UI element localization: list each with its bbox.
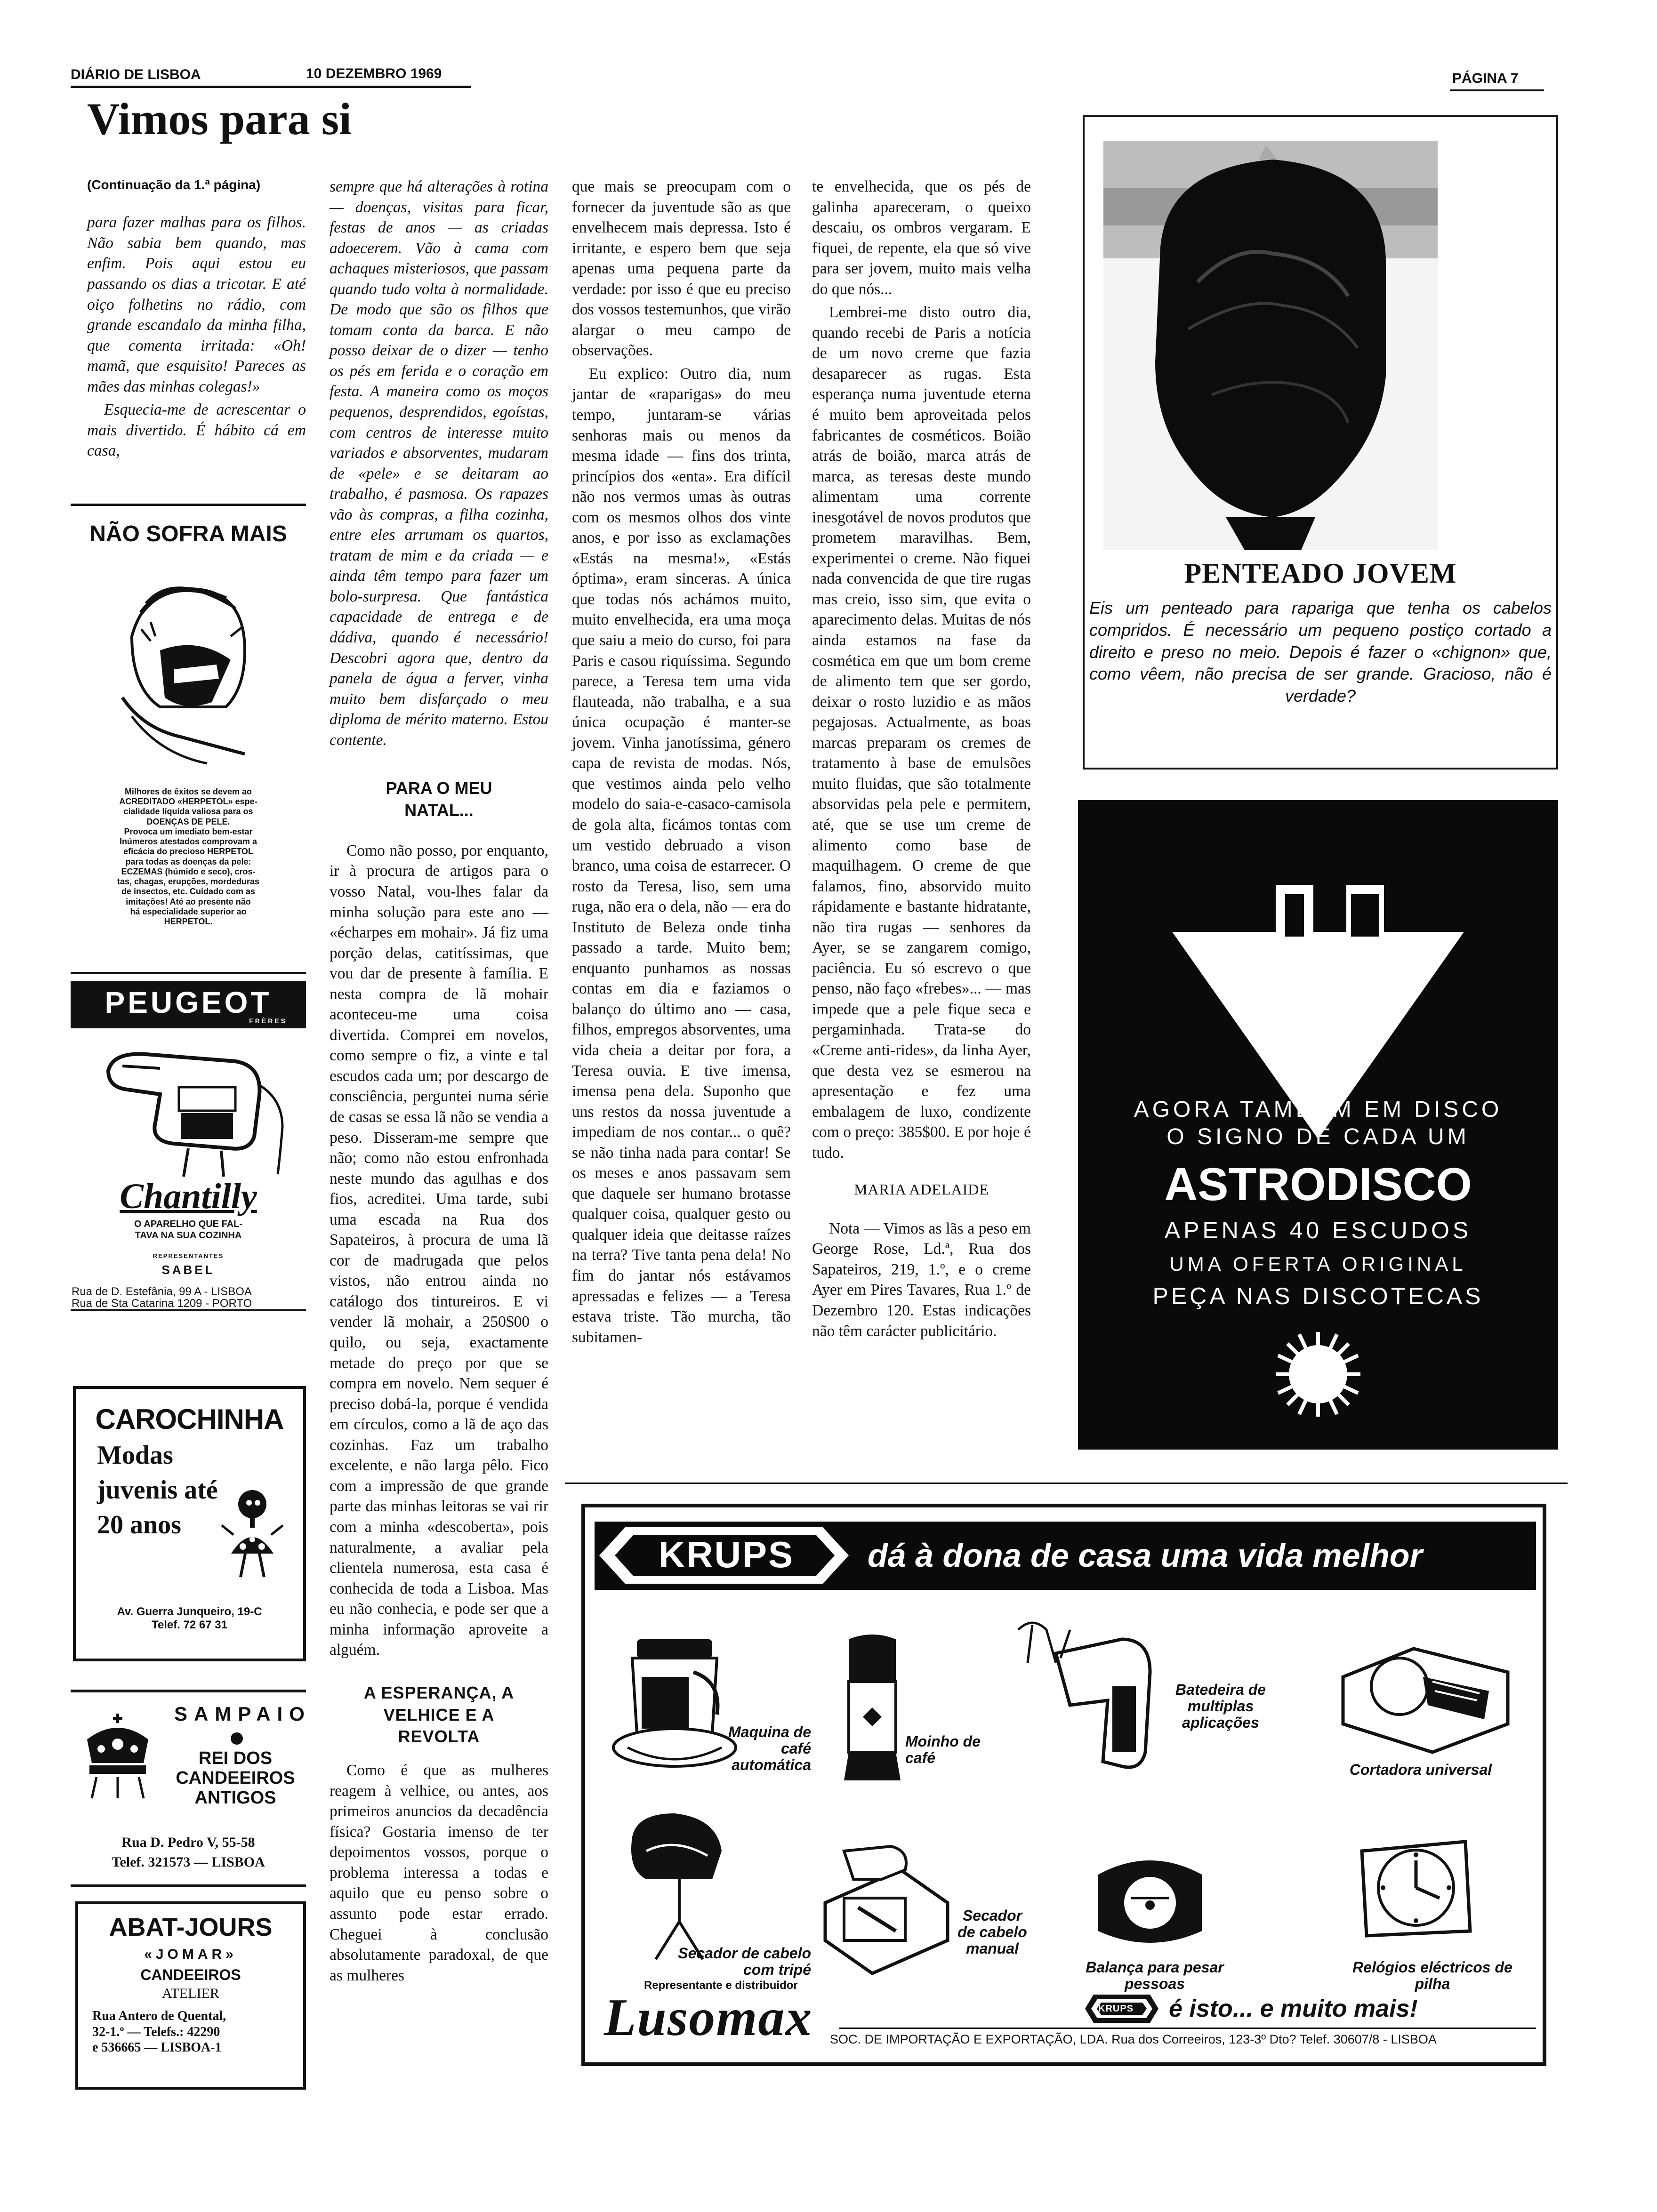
abat-line: ATELIER bbox=[162, 1986, 219, 2001]
astrodisco-line: AGORA TAMBÉM EM DISCO bbox=[1134, 1097, 1503, 1122]
product-label-scale: Balança para pesar pessoas bbox=[1086, 1959, 1224, 1993]
ad-abat-jours bbox=[75, 1901, 306, 2090]
product-label-clock: Relógios eléctricos de pilha bbox=[1352, 1959, 1512, 1993]
paragraph: te envelhecida, que os pés de galinha apareceram, o queixo descaiu, os ombros vergaram. E fiquei, de repente, ela que só vive para ser jovem, muito mais velha do que nós... bbox=[812, 178, 1031, 298]
ad-krups bbox=[581, 1504, 1546, 2066]
chantilly-logo: Chantilly bbox=[120, 1177, 257, 1216]
penteado-jovem-feature bbox=[1083, 115, 1558, 769]
krups-footer-rule bbox=[839, 2028, 1536, 2029]
carochinha-line: 20 anos bbox=[97, 1510, 181, 1539]
paragraph: Como não posso, por enquanto, ir à procura de artigos para o vosso Natal, vou-lhes falar da minha solução para este ano — «écharpes em mohair». Já fiz uma porção delas, catitíssimas, que vou dar de presente à família. E nesta compra de lã mohair aconteceu-me uma coisa divertida. Comprei em novelos, como sempre o fiz, a vinte e tal escudos cada um; por descargo de consciência, perguntei numa série de casas se essa lã não se vendia a peso. Disseram-me sempre que não; como não estou enfronhada neste mundo das agulhas e dos fios, acreditei. Uma tarde, subi uma escada na Rua dos Sapateiros, à procura de uma lã cor de madrugada que pelos vistos, não entrou ainda no catálogo dos tintureiros. E vi vender lã mohair, a 250$00 o quilo, ou seja, exactamente metade do preço por que se compra em novelo. Nem sequer é preciso dobá-la, porque é vendida em círculos, como a lã de aço das cozinhas. Faz um trabalho excelente, e não larga pêlo. Fico com a impressão de que grande parte das minhas leitoras se vai rir com a minha «descoberta», pois naturalmente, a avaliar pela clientela numerosa, esta casa é conhecida de toda a Lisboa. Mas eu não conhecia, e pode ser que a minha informação aproveite a alguém. bbox=[330, 842, 548, 1659]
abat-title: ABAT-JOURS bbox=[109, 1913, 273, 1941]
krups-rep-label: Representante e distribuidor bbox=[644, 1979, 798, 1992]
krups-brand: KRUPS bbox=[658, 1534, 795, 1575]
abat-address: Rua Antero de Quental, 32-1.º — Telefs.: 42290 e 536665 — LISBOA-1 bbox=[92, 2009, 226, 2055]
ad-title: NÃO SOFRA MAIS bbox=[89, 521, 287, 546]
krups-tagline: é isto... e muito mais! bbox=[1169, 1995, 1418, 2022]
ad-astrodisco bbox=[1078, 800, 1558, 1450]
article-column-1 bbox=[87, 176, 306, 464]
peugeot-rep-name: SABEL bbox=[161, 1262, 215, 1277]
krups-footer-address: SOC. DE IMPORTAÇÃO E EXPORTAÇÃO, LDA. Rua dos Correeiros, 123-3º Dto? Telef. 30607/8 - LISBOA bbox=[830, 2032, 1437, 2046]
astrodisco-offer: UMA OFERTA ORIGINAL bbox=[1169, 1253, 1467, 1275]
ad-carochinha bbox=[73, 1386, 306, 1661]
carochinha-line: juvenis até bbox=[97, 1475, 218, 1505]
penteado-caption: Eis um penteado para rapariga que tenha os cabelos compridos. É necessário um pequeno postiço cortado a direito e preso no meio. Depois é fazer o «chignon» que, como vêem, não precisa de ser grande. Gracioso, não é verdade? bbox=[1089, 598, 1552, 706]
paragraph: Como é que as mulheres reagem à velhice, ou antes, aos primeiros anuncios da decadência física? Gostaria imenso de ter depoimentos vossos, porque o problema interessa a todas e aquilo que eu penso sobre o assunto pode estar errado. Cheguei à conclusão absolutamente paradoxal, de que as mulheres bbox=[330, 1762, 548, 1984]
ad-body: Milhores de êxitos se devem ao ACREDITADO «HERPETOL» espe- cialidade líquida valiosa para os DOENÇAS DE PELE. Provoca um imediato bem-estar Inúmeros atestados comprovam a eficácia do precioso HERPETOL para todas as doenças da pele: ECZEMAS (húmido e seco), cros- tas, chagas, erupções, mordeduras de insectos, etc. Cuidado com as imitações! Até ao presente não há especialidade superior ao HERPETOL. bbox=[117, 787, 260, 927]
product-label-coffee-grinder: Moinho de café bbox=[905, 1733, 981, 1767]
abat-line: CANDEEIROS bbox=[140, 1966, 241, 1983]
product-label-coffee-machine: Maquina de café automática bbox=[728, 1723, 811, 1774]
astrodisco-cta: PEÇA NAS DISCOTECAS bbox=[1152, 1283, 1484, 1309]
sun-burst-icon bbox=[1271, 1327, 1365, 1421]
sampaio-tagline: REI DOS CANDEEIROS ANTIGOS bbox=[176, 1748, 295, 1808]
peugeot-tagline: O APARELHO QUE FAL- TAVA NA SUA COZINHA bbox=[134, 1219, 242, 1241]
food-slicer-illustration bbox=[1329, 1625, 1517, 1757]
astrodisco-brand: ASTRODISCO bbox=[1164, 1158, 1472, 1210]
peugeot-address: Rua de D. Estefânia, 99 A - LISBOA Rua de Sta Catarina 1209 - PORTO bbox=[71, 1286, 306, 1311]
hood-hair-dryer-illustration bbox=[618, 1809, 740, 1964]
paragraph: Eu explico: Outro dia, num jantar de «raparigas» do meu tempo, juntaram-se várias senhoras mais ou menos da mesma idade — fins dos trinta, princípios dos «enta». Era difícil não nos vermos umas às outras com os mesmos olhos dos vinte anos, e por isso as exclamações «Estás na mesma!», «Estás óptima», eram sinceras. A única que todas nós achámos muito, muito envelhecida, era uma moça que saiu a meio do curso, foi para Paris e casou riquíssima. Segundo parece, a Teresa tem uma vida flauteada, não trabalha, e a sua única ocupação é manter-se jovem. Vinha janotíssima, género capa de revista de modas. Nós, que vestimos ainda pelo velho modelo do saia-e-casaco-camisola de gola alta, ficámos tontas com um vestido debruado a vison branco, uma coisa de estarrecer. O rosto da Teresa, liso, sem uma ruga, não era o dela, não — era do Instituto de Beleza onde tinha passado a tarde. Muito bem; enquanto punhamos as nossas contas em dia e faziamos o balanço do último ano — casa, filhos, empregos absorventes, uma vida cheia a deitar por fora, a Teresa ouvia. E tive imensa, imensa pena dela. Suponho que uns restos da nossa juventude a impediam de nos contar... o quê? se não tinha nada para contar! Se os meses e anos passavam sem que daquele ser humano brotasse qualquer coisa, qualquer gesto ou qualquer ideia que deitasse raízes na terra? Tive tanta pena dela! No fim do jantar nós estávamos apressadas e felizes — a Teresa estava triste. Tão murcha, tão subitamen- bbox=[572, 365, 791, 1346]
page-number: PÁGINA 7 bbox=[1452, 71, 1519, 86]
carochinha-line: Modas bbox=[97, 1441, 173, 1470]
lusomax-logo: Lusomax bbox=[604, 1988, 813, 2047]
hairstyle-photo bbox=[1103, 141, 1438, 550]
product-label-hood-dryer: Secador de cabelo com tripé bbox=[678, 1945, 811, 1979]
article-column-2 bbox=[330, 176, 548, 1988]
ad-peugeot bbox=[71, 981, 306, 1348]
article-column-3 bbox=[572, 176, 791, 1350]
issue-date: 10 DEZEMBRO 1969 bbox=[306, 66, 442, 81]
hand-mixer-illustration bbox=[999, 1611, 1178, 1780]
penteado-title: PENTEADO JOVEM bbox=[1184, 558, 1457, 589]
subheading-esperanca: A ESPERANÇA, A VELHICE E A REVOLTA bbox=[363, 1683, 515, 1747]
wall-clock-illustration bbox=[1348, 1832, 1480, 1945]
sampaio-address: Rua D. Pedro V, 55-58 Telef. 321573 — LISBOA bbox=[112, 1835, 265, 1870]
product-label-hand-dryer: Secador de cabelo manual bbox=[957, 1907, 1027, 1957]
article-column-4 bbox=[812, 176, 1031, 1344]
paragraph: Lembrei-me disto outro dia, quando recebi de Paris a notícia de um novo creme que fazia desaparecer as rugas. Esta esperança numa juventude eterna é muito bem aproveitada pelos fabricantes de cosméticos. Boião atrás de boião, marca atrás de marca, as teresas deste mundo alimentam uma corrente inesgotável de novos produtos que prometem maravilhas. Bem, experimentei o creme. Não fiquei nada convencida de que tire rugas mas creio, isso sim, que evita o aparecimento delas. Muitas de nós ainda estamos na fase da cosmética em que um bom creme de alimento tem que ser gordo, deixar o rosto luzidio e as mãos pegajosas. Actualmente, as boas marcas preparam os cremes de tratamento à base de emulsões muito fluidas, que são totalmente absorvidas pela pele e permitem, até, que se use um creme de alimento como base de maquilhagem. O creme de que falamos, fino, absorvido muito rápidamente e bastante hidratante, não tira rugas — senhores da Ayer, se se zangarem comigo, paciência. Eu só escrevo o que penso, não faço «frebes»... — mas impede que a pele fique seca e pergaminhada. Trata-se do «Creme anti-rides», da linha Ayer, que desta vez se esmerou na apresentação e fez uma embalagem de luxo, condizente com o preço: 385$00. E por hoje é tudo. bbox=[812, 304, 1031, 1162]
carochinha-address: Av. Guerra Junqueiro, 19-C Telef. 72 67 31 bbox=[117, 1605, 262, 1631]
carochinha-title: CAROCHINHA bbox=[95, 1403, 284, 1435]
header-rule bbox=[71, 86, 471, 88]
coffee-grinder-illustration bbox=[839, 1630, 905, 1785]
astrodisco-price: APENAS 40 ESCUDOS bbox=[1164, 1217, 1472, 1243]
ad-krups-divider bbox=[565, 1483, 1568, 1484]
paragraph: para fazer malhas para os filhos. Não sabia bem quando, mas enfim. Pois aqui estou eu passando os dias a tricotar. E até oiço folhetins no rádio, com grande escandalo da minha filha, que comenta irritada: «Oh! mamã, que esquisito! Pareces as mães das minhas colegas!» bbox=[87, 214, 306, 395]
ladybug-girl-illustration bbox=[217, 1483, 288, 1587]
bathroom-scale-illustration bbox=[1089, 1846, 1211, 1955]
astrodisco-line: O SIGNO DE CADA UM bbox=[1166, 1124, 1470, 1149]
header-rule-right bbox=[1450, 89, 1544, 91]
sampaio-bullet bbox=[231, 1732, 243, 1745]
article-title: Vimos para si bbox=[87, 94, 352, 144]
krups-small-logo-text: KRUPS bbox=[1098, 2004, 1134, 2014]
ad-nao-sofra-mais bbox=[71, 504, 306, 974]
ad-sampaio bbox=[71, 1690, 311, 1887]
subheading-natal: PARA O MEU NATAL... bbox=[386, 778, 492, 820]
suffering-woman-illustration bbox=[104, 556, 273, 777]
sampaio-name: SAMPAIO bbox=[174, 1703, 311, 1725]
hand-hair-dryer-illustration bbox=[816, 1832, 957, 1983]
mixer-illustration bbox=[80, 1042, 297, 1179]
article-note: Nota — Vimos as lãs a peso em George Rose, Ld.ª, Rua dos Sapateiros, 219, 1.º, e o creme Ayer em Pires Tavares, Rua 1.º de Dezembro 120. Estas indicações não têm carácter publicitário. bbox=[812, 1219, 1031, 1340]
newspaper-name: DIÁRIO DE LISBOA bbox=[71, 67, 201, 82]
krups-slogan: dá à dona de casa uma vida melhor bbox=[868, 1537, 1423, 1574]
paragraph: sempre que há alterações à rotina — doenças, visitas para ficar, festas de anos — as criadas adoecerem. Vão à cama com achaques misteriosos, que passam quando tudo volta à normalidade. De modo que são os filhos que tomam conta da barca. E não posso deixar de o dizer — tenho os pés em ferida e o coração em festa. A maneira como os moços pequenos, desprendidos, egoístas, com centros de interesse muito variados e absorventes, mudaram de «pele» e se deitaram ao trabalho, é pasmosa. Os rapazes vão às compras, a filha cozinha, entre eles arrumam os quartos, tratam de mim e da criada — e ainda têm tempo para fazer um bolo-surpresa. Que fantástica capacidade de entrega e de dádiva, quando é necessário! Descobri agora que, dentro da panela de água a ferver, vinha muito bem disfarçado o meu diploma de mérito materno. Estou contente. bbox=[330, 178, 548, 749]
paragraph: Esquecia-me de acrescentar o mais divertido. É hábito cá em casa, bbox=[87, 401, 306, 460]
peugeot-logo: PEUGEOT FRÈRES bbox=[71, 981, 306, 1028]
product-label-hand-mixer: Batedeira de multiplas aplicações bbox=[1175, 1681, 1266, 1731]
peugeot-rep-label: REPRESENTANTES bbox=[153, 1252, 224, 1260]
continuation-note: (Continuação da 1.ª página) bbox=[87, 177, 261, 192]
paragraph: que mais se preocupam com o fornecer da juventude são as que envelhecem mais depressa. Isto é irritante, e espero bem que seja apenas uma pequena parte da verdade: por isso é que eu preciso dos vossos testemunhos, que virão alargar o meu campo de observações. bbox=[572, 178, 791, 360]
abat-brand: «JOMAR» bbox=[144, 1947, 237, 1962]
article-signature: MARIA ADELAIDE bbox=[854, 1181, 989, 1198]
product-label-slicer: Cortadora universal bbox=[1349, 1761, 1492, 1778]
chandelier-crown-icon bbox=[78, 1711, 158, 1801]
